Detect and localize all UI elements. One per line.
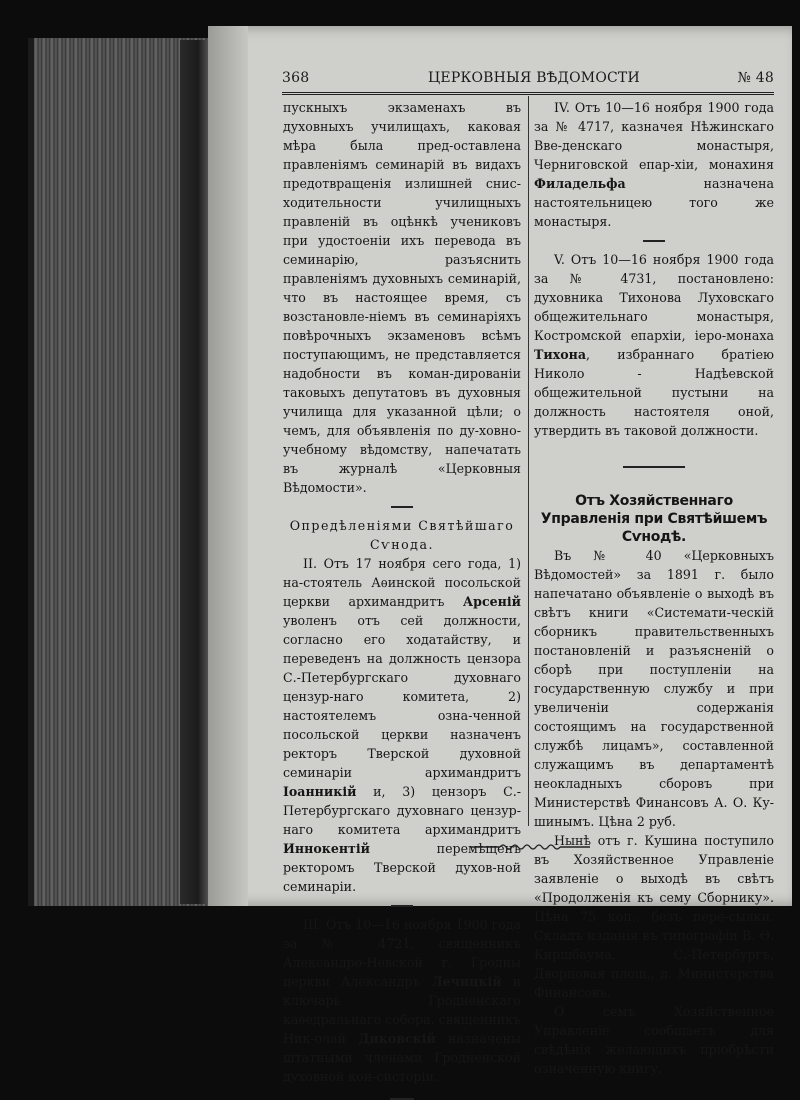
ornament-wavy-rule xyxy=(470,842,590,852)
section-dash xyxy=(643,240,665,242)
paragraph-announcement-2: Нынѣ отъ г. Кушина поступило въ Хозяйственное Управленіе заявленіе о выходѣ въ свѣтъ «Продолженія къ сему Сборнику». Цѣна 75 коп., безъ пере-сылки. Складъ изданія въ типографіи В. Ѳ. Киршбаума, С.-Петербургъ, Дворцовая площ., д. Министерства Финансовъ. xyxy=(534,833,774,1000)
issue-number: № 48 xyxy=(737,70,774,86)
name-dikovsky: Диковскій xyxy=(358,1031,436,1046)
page-gutter xyxy=(208,26,248,906)
journal-title: ЦЕРКОВНЫЯ ВѢДОМОСТИ xyxy=(428,70,640,86)
name-filadelfa: Филадельфа xyxy=(534,176,626,191)
name-lechitsky: Лечицкій xyxy=(431,974,502,989)
column-divider xyxy=(528,96,529,826)
paragraph-section-4: IV. Отъ 10—16 ноября 1900 года за № 4717, казначея Нѣжинскаго Вве-денскаго монастыря, Черниговской епар-хіи, монахиня Филадельфа назначена настоятельницею того же монастыря. xyxy=(534,100,774,229)
name-tikhon: Тихона xyxy=(534,347,586,362)
name-ioanniky: Іоанникій xyxy=(283,784,357,799)
paragraph-announcement-3: О семъ Хозяйственное Управленіе сообщаетъ для свѣдѣнія желающихъ пріобрѣсти означенную книгу. xyxy=(534,1004,774,1076)
paragraph-section-5: V. Отъ 10—16 ноября 1900 года за № 4731, постановлено: духовника Тихонова Луховскаго общежительнаго монастыря, Костромской епархіи, іеро-монаха Тихона, избраннаго братіею Николо - Надѣевской общежительной пустыни на должность настоятеля оной, утвердить въ таковой должности. xyxy=(534,252,774,438)
book-spine-shadow xyxy=(180,40,210,904)
name-arseniy: Арсеній xyxy=(462,594,521,609)
left-column xyxy=(283,98,521,1100)
page-number: 368 xyxy=(282,70,310,86)
section-dash xyxy=(391,506,413,508)
name-innokenty: Иннокентій xyxy=(283,841,370,856)
section-long-rule xyxy=(623,466,685,468)
section-heading-economic: Отъ Хозяйственнаго Управленія при Святѣйшемъ Сѵнодѣ. xyxy=(540,493,768,545)
section-heading-synod: Опредѣленіями Святѣйшаго Сѵнода. xyxy=(289,518,515,552)
paragraph-exam-continuation: пускныхъ экзаменахъ въ духовныхъ училищахъ, каковая мѣра была пред-оставлена правленіямъ семинарій въ видахъ предотвращенія излишней снис-ходительности училищныхъ правленій въ оцѣнкѣ учениковъ при удостоеніи ихъ перевода въ семинарію, разъяснить правленіямъ духовныхъ семинарій, что въ настоящее время, съ возстановле-ніемъ въ семинаріяхъ повѣрочныхъ экзаменовъ всѣмъ поступающимъ, не представляется надобности въ коман-дированіи таковыхъ депутатовъ въ духовныя училища для указанной цѣли; о чемъ, для объявленія по ду-ховно-учебному вѣдомству, напечатать въ журналѣ «Церковныя Вѣдомости». xyxy=(283,100,521,495)
paragraph-section-2: II. Отъ 17 ноября сего года, 1) на-стоятель Аѳинской посольской церкви архимандритъ Арсеній уволенъ отъ сей должности, согласно его ходатайству, и переведенъ на должность цензора С.-Петербургскаго духовнаго цензур-наго комитета, 2) настоятелемъ озна-ченной посольской церкви назначенъ ректоръ Тверской духовной семинаріи архимандритъ Іоанникій и, 3) цензоръ С.-Петербургскаго духовнаго цензур-наго комитета архимандритъ Иннокентій перемѣщенъ ректоромъ Тверской духов-ной семинаріи. xyxy=(283,556,521,894)
running-header xyxy=(282,64,774,95)
section-dash xyxy=(391,905,413,907)
paragraph-section-3: III. Отъ 10—16 ноября 1900 года за № 4721, священникъ Александро-Невской г. Гродны церкви Александръ Лечицкій и ключарь Гродненскаго каѳедральнаго собора, священникъ Ник-олай Диковскій назначены штатными членами Гродненской духовной кон-систоріи. xyxy=(283,917,521,1084)
right-column xyxy=(534,98,774,1078)
paragraph-announcement-1: Въ № 40 «Церковныхъ Вѣдомостей» за 1891 г. было напечатано объявленіе о выходѣ въ свѣтъ книги «Системати-ческій сборникъ правительственныхъ постановленій и разъясненій о сборѣ при поступленіи на государственную службу и при увеличеніи содержанія состоящимъ на государственной службѣ лицамъ», составленной служащимъ въ департаментѣ неокладныхъ сборовъ при Министерствѣ Финансовъ А. О. Ку-шинымъ. Цѣна 2 руб. xyxy=(534,548,774,829)
